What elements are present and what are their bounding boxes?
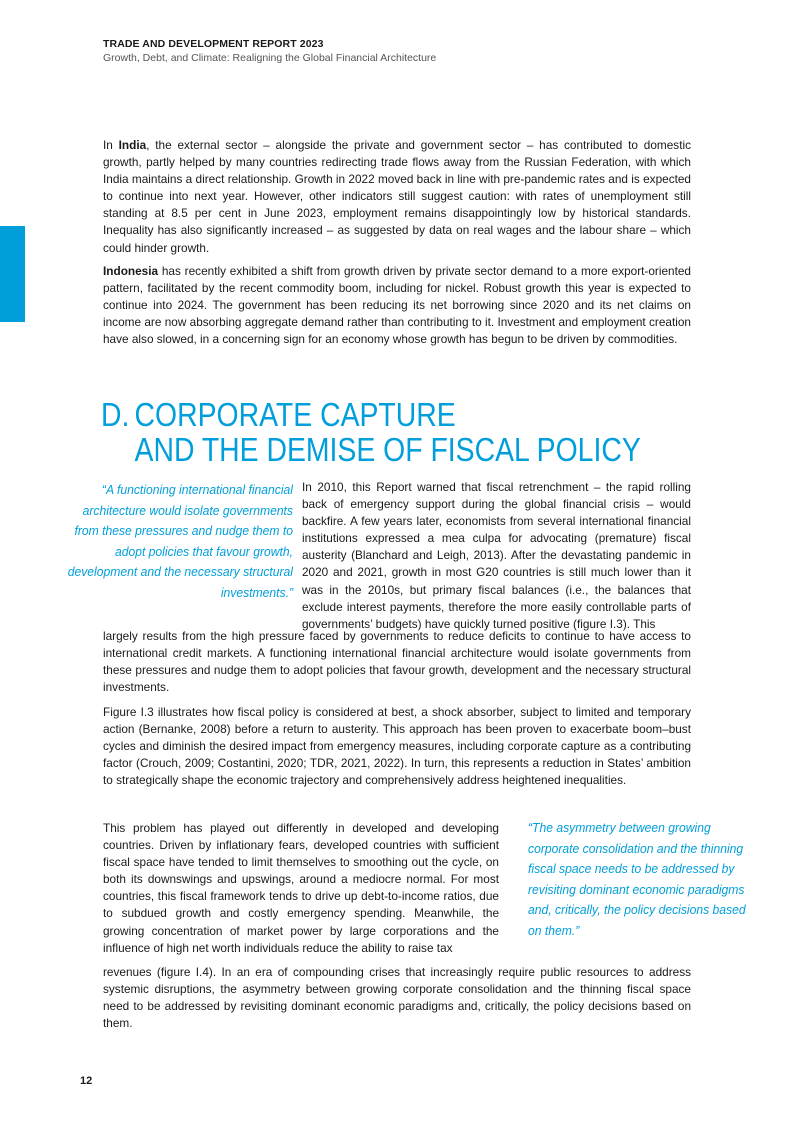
- report-title: TRADE AND DEVELOPMENT REPORT 2023: [103, 38, 324, 50]
- running-header: [103, 38, 436, 65]
- section-letter: D.: [101, 396, 130, 433]
- paragraph-problem-column: This problem has played out differently in developed and developing countries. Driven by inflationary fears, developed countries with sufficient fiscal space have tended to limit themselves to smoothing out the cycle, on both its downswings and upswings, around a mediocre normal. For most countries, this fiscal framework tends to drive up debt-to-income ratios, due to subdued growth and costly emergency spending. Meanwhile, the growing concentration of market power by large corporations and the influence of high net worth individuals reduce the ability to raise tax: [103, 821, 499, 955]
- paragraph-indonesia: Indonesia has recently exhibited a shift from growth driven by private sector demand to a more export-oriented pattern, facilitated by the recent commodity boom, including for nickel. Robust growth this year is expected to continue into 2024. The government has been reducing its net borrowing since 2020 and its net claims on income are now absorbing aggregate demand rather than contributing to it. Investment and employment creation have also slowed, in a concerning sign for an economy whose growth has begun to be driven by commodities.: [103, 264, 691, 347]
- section-heading: [101, 397, 641, 467]
- india-bold: India: [118, 138, 147, 152]
- chapter-side-tab: [0, 226, 25, 322]
- pull-quote-right: “The asymmetry between growing corporate consolidation and the thinning fiscal space needs to be addressed by revisiting dominant economic paradigms and, critically, the policy decisions based on them.”: [528, 820, 746, 938]
- paragraph-problem-full: revenues (figure I.4). In an era of compounding crises that increasingly require public resources to address systemic disruptions, the asymmetry between growing corporate consolidation and the thinning fiscal space need to be addressed by revisiting dominant economic paradigms and, critically, the policy decisions based on them.: [103, 965, 691, 1031]
- section-title-line1: CORPORATE CAPTURE: [134, 396, 456, 433]
- page-number: 12: [80, 1075, 93, 1087]
- section-title-line2: AND THE DEMISE OF FISCAL POLICY: [134, 431, 641, 468]
- report-subtitle: Growth, Debt, and Climate: Realigning the Global Financial Architecture: [103, 52, 437, 64]
- indonesia-bold: Indonesia: [103, 264, 159, 278]
- paragraph-fiscal-retrenchment-full: largely results from the high pressure faced by governments to reduce deficits to continue to have access to international credit markets. A functioning international financial architecture would isolate governments from these pressures and nudge them to adopt policies that favour growth, development and the necessary structural investments.: [103, 629, 691, 695]
- paragraph-india: In India, the external sector – alongside the private and government sector – has contributed to domestic growth, partly helped by many countries redirecting trade flows away from the Russian Federation, with which India maintains a direct relationship. Growth in 2022 moved back in line with pre-pandemic rates and is expected to continue into next year. However, other indicators still suggest caution: with rates of unemployment still standing at 8.5 per cent in June 2023, employment remains disappointingly low by historical standards. Inequality has also significantly increased – as suggested by data on real wages and the labour share – which could hinder growth.: [103, 138, 692, 255]
- paragraph-figure-i3: Figure I.3 illustrates how fiscal policy is considered at best, a shock absorber, subject to limited and temporary action (Bernanke, 2008) before a return to austerity. This approach has been proven to exacerbate boom–bust cycles and diminish the desired impact from emergency measures, including corporate capture as a contributing factor (Crouch, 2009; Costantini, 2020; TDR, 2021, 2022). In turn, this represents a reduction in States’ ambition to strategically shape the economic trajectory and comprehensively address heightened inequalities.: [103, 705, 691, 788]
- pull-quote-left: “A functioning international financial architecture would isolate governments from these pressures and nudge them to adopt policies that favour growth, development and the necessary structural investments.”: [67, 482, 294, 600]
- paragraph-fiscal-retrenchment-column: In 2010, this Report warned that fiscal retrenchment – the rapid rolling back of emergency support during the global financial crisis – would backfire. A few years later, economists from several international financial institutions expressed a mea culpa for advocating (premature) fiscal austerity (Blanchard and Leigh, 2013). After the devastating pandemic in 2020 and 2021, growth in most G20 countries is still much lower than it was in the 2010s, but primary fiscal balances (i.e., the balances that exclude interest payments, therefore the more easily controllable parts of governments’ budgets) have quickly turned positive (figure I.3). This: [302, 480, 691, 631]
